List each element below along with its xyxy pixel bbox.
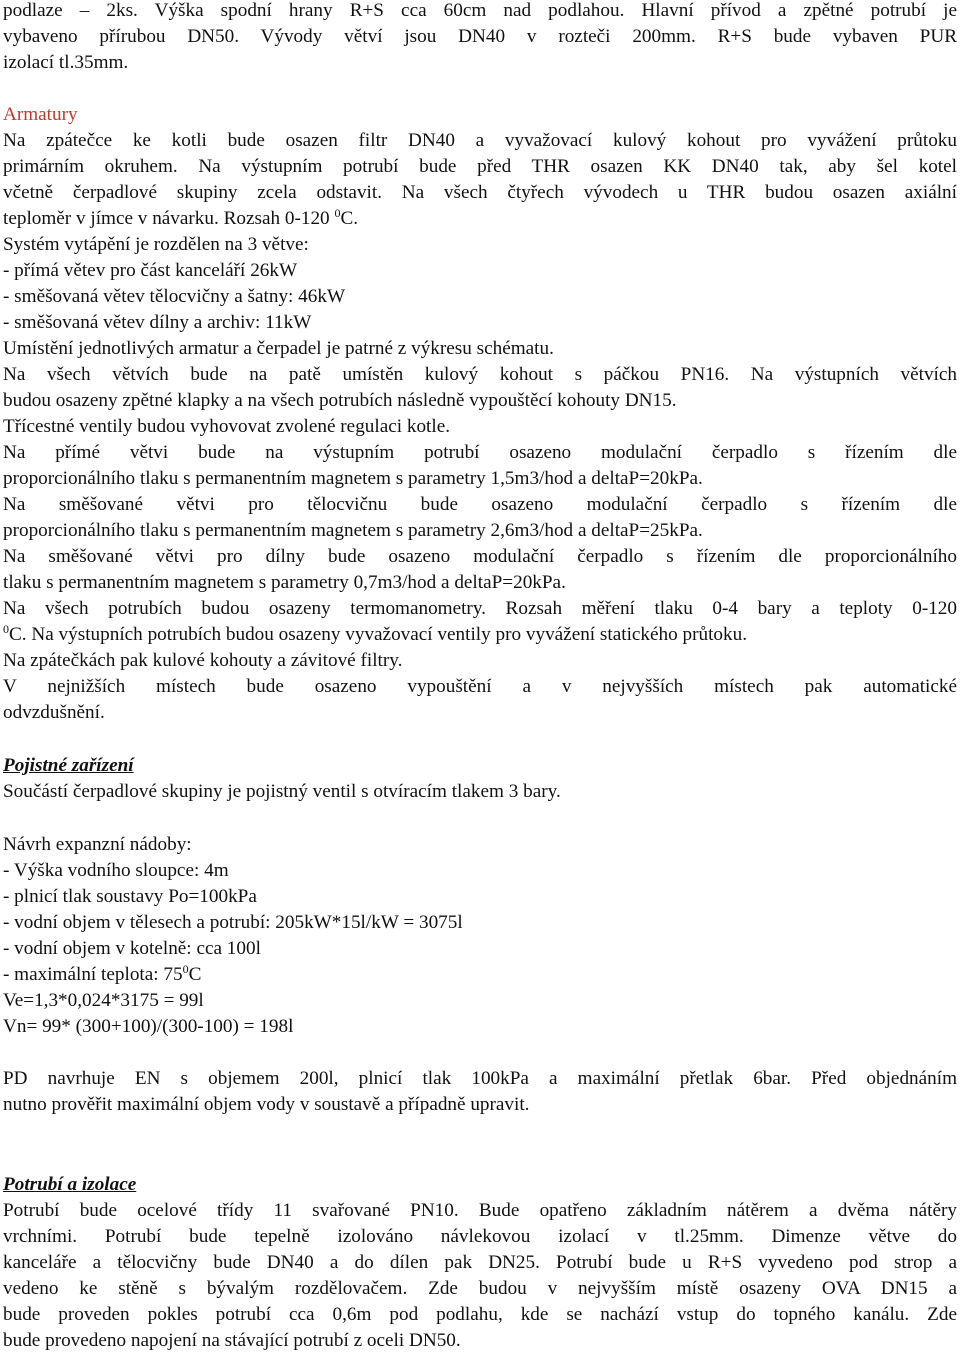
text-line: tlaku s permanentním magnetem s parametry 0,7m3/hod a deltaP=20kPa. <box>3 572 566 593</box>
text-line: kanceláře a tělocvičny bude DN40 a do dílen pak DN25. Potrubí bude u R+S vyvedeno pod strop a <box>3 1252 957 1273</box>
text-span: - maximální teplota: 75 <box>3 964 183 985</box>
list-item: - vodní objem v tělesech a potrubí: 205kW*15l/kW = 3075l <box>3 912 463 933</box>
superscript: 0 <box>334 206 341 220</box>
text-line: PD navrhuje EN s objemem 200l, plnicí tlak 100kPa a maximální přetlak 6bar. Před objednáním <box>3 1068 957 1089</box>
list-item: - přímá větev pro část kanceláří 26kW <box>3 260 298 281</box>
text-line: Na zpátečkách pak kulové kohouty a závitové filtry. <box>3 650 403 671</box>
text-line: V nejnižších místech bude osazeno vypouštění a v nejvyšších místech pak automatické <box>3 676 957 697</box>
text-line <box>3 622 747 648</box>
text-line: vybaveno přírubou DN50. Vývody větví jsou DN40 v rozteči 200mm. R+S bude vybaven PUR <box>3 26 957 47</box>
text-line: Na zpátečce ke kotli bude osazen filtr DN40 a vyvažovací kulový kohout pro vyvážení průtoku <box>3 130 957 151</box>
list-item: - směšovaná větev dílny a archiv: 11kW <box>3 312 312 333</box>
list-item: - směšovaná větev tělocvičny a šatny: 46kW <box>3 286 346 307</box>
text-line: vrchními. Potrubí bude tepelně izolováno návlekovou izolací v tl.25mm. Dimenze větve do <box>3 1226 957 1247</box>
text-line: odvzdušnění. <box>3 702 105 723</box>
text-span: teploměr v jímce v návarku. Rozsah 0-120 <box>3 208 330 229</box>
text-line: primárním okruhem. Na výstupním potrubí bude před THR osazen KK DN40 tak, aby šel kotel <box>3 156 957 177</box>
text-line: Na směšované větvi pro tělocvičnu bude osazeno modulační čerpadlo s řízením dle <box>3 494 957 515</box>
section-heading-armatury: Armatury <box>3 104 78 125</box>
text-line: vedeno ke stěně s bývalým rozdělovačem. Zde budou v nejvyšším místě osazeny OVA DN15 a <box>3 1278 957 1299</box>
text-line: Na všech větvích bude na patě umístěn kulový kohout s páčkou PN16. Na výstupních větvích <box>3 364 957 385</box>
formula-line: Ve=1,3*0,024*3175 = 99l <box>3 990 204 1011</box>
text-line: Potrubí bude ocelové třídy 11 svařované PN10. Bude opatřeno základním nátěrem a dvěma nátěry <box>3 1200 957 1221</box>
superscript: 0 <box>3 622 9 636</box>
text-line: proporcionálního tlaku s permanentním magnetem s parametry 2,6m3/hod a deltaP=25kPa. <box>3 520 703 541</box>
text-line: bude proveden pokles potrubí cca 0,6m pod podlahu, kde se nachází vstup do topného kanálu. Zde <box>3 1304 957 1325</box>
text-span: C. <box>340 208 359 229</box>
section-heading-pojistne-zarizeni: Pojistné zařízení <box>3 755 134 776</box>
text-line: včetně čerpadlové skupiny zcela odstavit. Na všech čtyřech vývodech u THR budou osazen axiální <box>3 182 957 203</box>
section-heading-potrubi-a-izolace: Potrubí a izolace <box>3 1174 137 1195</box>
list-item: - Výška vodního sloupce: 4m <box>3 860 229 881</box>
text-line: Na všech potrubích budou osazeny termomanometry. Rozsah měření tlaku 0-4 bary a teploty 0-120 <box>3 598 957 619</box>
text-line: podlaze – 2ks. Výška spodní hrany R+S cca 60cm nad podlahou. Hlavní přívod a zpětné potrubí je <box>3 0 957 21</box>
text-line: Návrh expanzní nádoby: <box>3 834 192 855</box>
text-line: Na směšované větvi pro dílny bude osazeno modulační čerpadlo s řízením dle proporcionálního <box>3 546 957 567</box>
list-item: - vodní objem v kotelně: cca 100l <box>3 938 261 959</box>
text-line: Systém vytápění je rozdělen na 3 větve: <box>3 234 309 255</box>
text-line <box>3 206 358 232</box>
text-line: Součástí čerpadlové skupiny je pojistný ventil s otvíracím tlakem 3 bary. <box>3 781 561 802</box>
text-line: Na přímé větvi bude na výstupním potrubí osazeno modulační čerpadlo s řízením dle <box>3 442 957 463</box>
text-line: budou osazeny zpětné klapky a na všech potrubích následně vypouštěcí kohouty DN15. <box>3 390 677 411</box>
superscript: 0 <box>182 962 189 976</box>
text-span: C. Na výstupních potrubích budou osazeny vyvažovací ventily pro vyvážení statického průtoku. <box>9 624 748 645</box>
list-item <box>3 962 201 988</box>
list-item: - plnicí tlak soustavy Po=100kPa <box>3 886 257 907</box>
formula-line: Vn= 99* (300+100)/(300-100) = 198l <box>3 1016 294 1037</box>
text-line: izolací tl.35mm. <box>3 52 129 73</box>
text-line: nutno prověřit maximální objem vody v soustavě a případně upravit. <box>3 1094 530 1115</box>
text-span: C <box>188 964 202 985</box>
text-line: Třícestné ventily budou vyhovovat zvolené regulaci kotle. <box>3 416 451 437</box>
text-line: Umístění jednotlivých armatur a čerpadel je patrné z výkresu schématu. <box>3 338 554 359</box>
text-line: bude provedeno napojení na stávající potrubí z oceli DN50. <box>3 1330 461 1351</box>
text-line: proporcionálního tlaku s permanentním magnetem s parametry 1,5m3/hod a deltaP=20kPa. <box>3 468 703 489</box>
